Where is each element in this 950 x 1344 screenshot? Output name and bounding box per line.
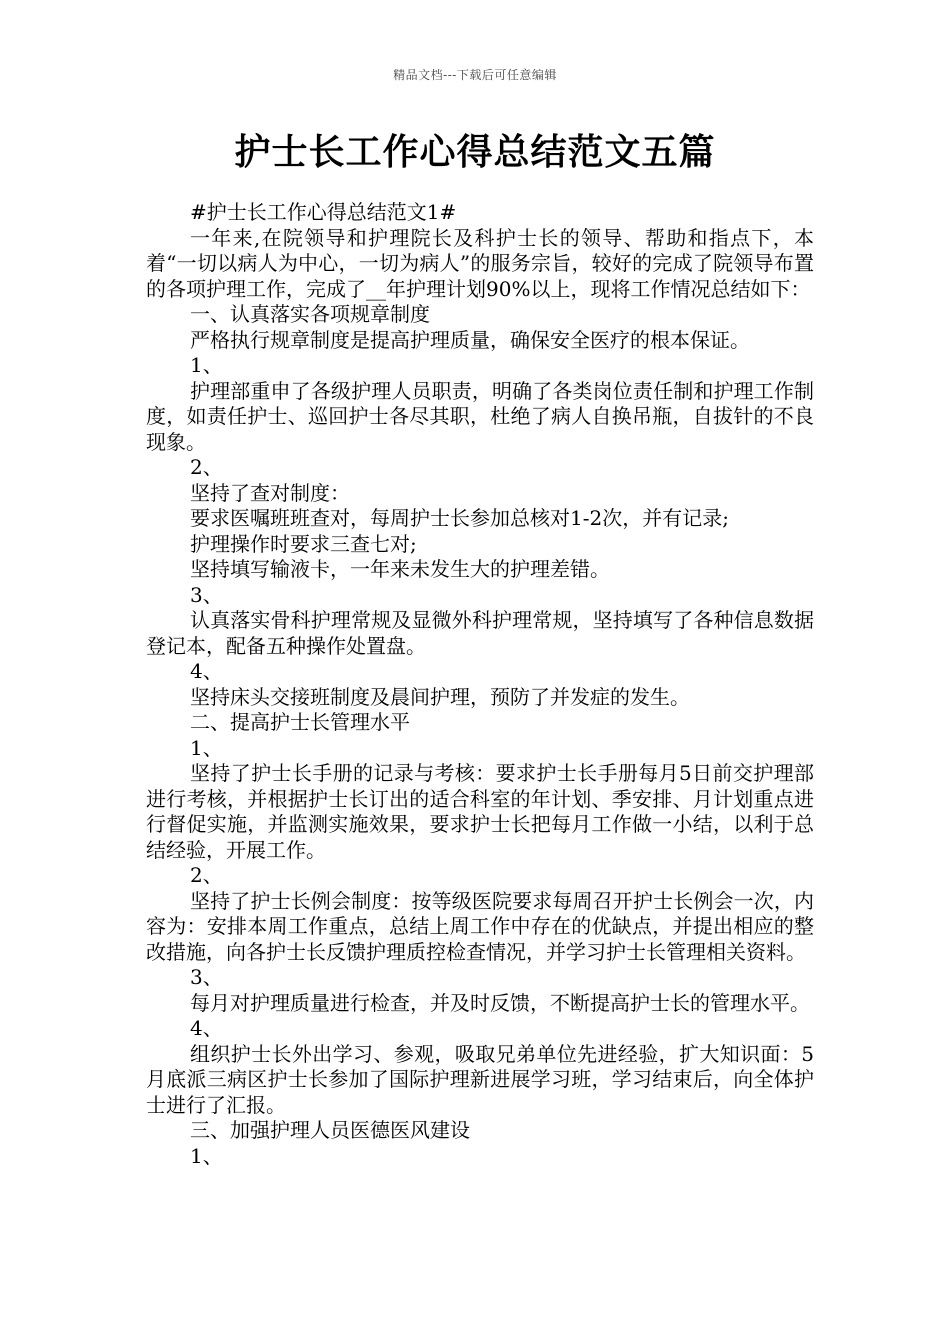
- paragraph: 坚持床头交接班制度及晨间护理，预防了并发症的发生。: [190, 684, 690, 709]
- paragraph: 护理操作时要求三查七对;: [190, 531, 417, 556]
- paragraph: 坚持了查对制度：: [190, 480, 350, 505]
- paragraph: 严格执行规章制度是提高护理质量，确保安全医疗的根本保证。: [190, 327, 750, 352]
- paragraph: 要求医嘱班班查对，每周护士长参加总核对1-2次，并有记录;: [190, 506, 729, 530]
- section-heading: 二、提高护士长管理水平: [190, 710, 410, 734]
- paragraph: 每月对护理质量进行检查，并及时反馈，不断提高护士长的管理水平。: [190, 990, 810, 1015]
- item-number: 2、: [190, 863, 223, 887]
- item-number: 1、: [190, 353, 223, 377]
- paragraph: 一年来,在院领导和护理院长及科护士长的领导、帮助和指点下，本着“一切以病人为中心，一切为病人”的服务宗旨，较好的完成了院领导布置的各项护理工作，完成了__年护理计划90%以上，现将工作情况总结如下：: [146, 225, 814, 301]
- paragraph: #护士长工作心得总结范文1#: [190, 200, 457, 224]
- paragraph: 坚持填写输液卡，一年来未发生大的护理差错。: [190, 557, 610, 581]
- item-number: 1、: [190, 1143, 223, 1168]
- section-heading: 三、加强护理人员医德医风建设: [190, 1118, 470, 1142]
- item-number: 1、: [190, 735, 223, 760]
- section-heading: 一、认真落实各项规章制度: [190, 302, 430, 326]
- item-number: 3、: [190, 582, 223, 607]
- item-number: 3、: [190, 965, 223, 989]
- document-title: 护士长工作心得总结范文五篇: [234, 132, 716, 173]
- paragraph: 坚持了护士长手册的记录与考核：要求护士长手册每月5日前交护理部进行考核，并根据护士长订出的适合科室的年计划、季安排、月计划重点进行督促实施，并监测实施效果，要求护士长把每月工作做一小结，以利于总结经验，开展工作。: [146, 761, 814, 862]
- paragraph: 护理部重申了各级护理人员职责，明确了各类岗位责任制和护理工作制度，如责任护士、巡回护士各尽其职，杜绝了病人自换吊瓶，自拔针的不良现象。: [146, 378, 814, 454]
- item-number: 4、: [190, 659, 223, 683]
- document-body: [146, 200, 814, 1169]
- header-note: 精品文档---下载后可任意编辑: [393, 68, 557, 82]
- paragraph: 认真落实骨科护理常规及显微外科护理常规，坚持填写了各种信息数据登记本，配备五种操作处置盘。: [146, 608, 814, 658]
- item-number: 4、: [190, 1016, 223, 1040]
- item-number: 2、: [190, 455, 223, 479]
- paragraph: 组织护士长外出学习、参观，吸取兄弟单位先进经验，扩大知识面：5月底派三病区护士长参加了国际护理新进展学习班，学习结束后，向全体护士进行了汇报。: [146, 1041, 814, 1117]
- paragraph: 坚持了护士长例会制度：按等级医院要求每周召开护士长例会一次，内容为：安排本周工作重点，总结上周工作中存在的优缺点，并提出相应的整改措施，向各护士长反馈护理质控检查情况，并学习护士长管理相关资料。: [146, 888, 814, 964]
